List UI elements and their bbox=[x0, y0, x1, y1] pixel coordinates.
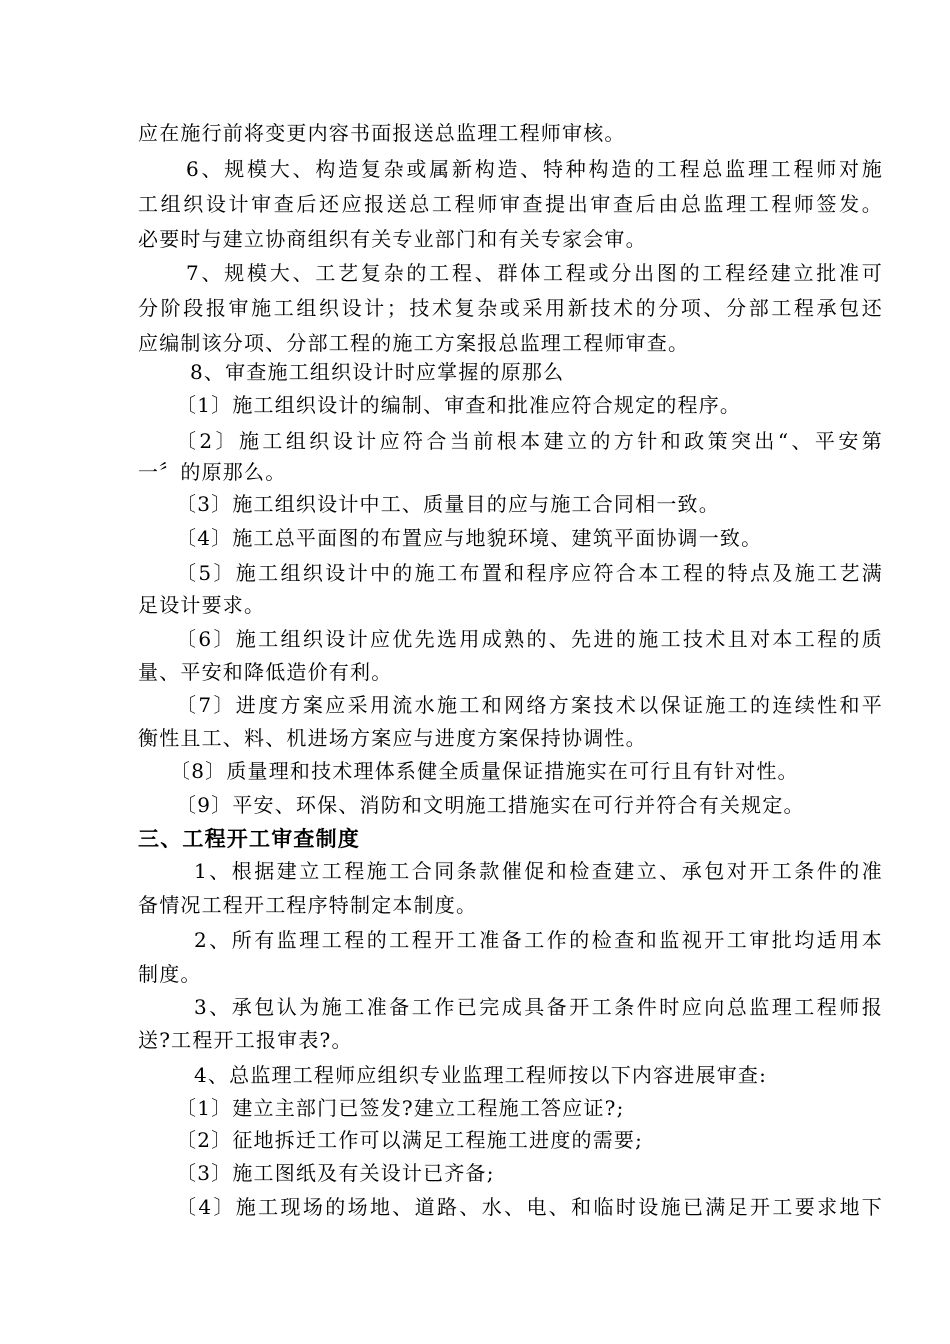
text-line-8: 8、审查施工组织设计时应掌握的原那么 bbox=[190, 360, 565, 384]
text-line-2: 6、规模大、构造复杂或属新构造、特种构造的工程总监理工程师对施 bbox=[186, 157, 883, 181]
text-line-19: 衡性且工、料、机进场方案应与进度方案保持协调性。 bbox=[138, 726, 647, 750]
text-line-18: 〔7〕进度方案应采用流水施工和网络方案技术以保证施工的连续性和平 bbox=[176, 693, 883, 717]
text-line-1: 应在施行前将变更内容书面报送总监理工程师审核。 bbox=[138, 121, 626, 145]
text-line-23: 1、根据建立工程施工合同条款催促和检查建立、承包对开工条件的准 bbox=[194, 859, 883, 883]
text-line-14: 〔5〕施工组织设计中的施工布置和程序应符合本工程的特点及施工艺满 bbox=[176, 561, 883, 585]
text-line-11: 一〞的原那么。 bbox=[138, 460, 287, 484]
text-line-29: 4、总监理工程师应组织专业监理工程师按以下内容进展审查: bbox=[194, 1063, 768, 1087]
text-line-16: 〔6〕施工组织设计应优先选用成熟的、先进的施工技术且对本工程的质 bbox=[176, 627, 883, 651]
text-line-20: 〔8〕质量理和技术理体系健全质量保证措施实在可行且有针对性。 bbox=[170, 759, 799, 783]
text-line-32: 〔3〕施工图纸及有关设计已齐备; bbox=[176, 1161, 495, 1185]
text-line-31: 〔2〕征地拆迁工作可以满足工程施工进度的需要; bbox=[176, 1128, 644, 1152]
text-line-26: 制度。 bbox=[138, 962, 202, 986]
text-line-24: 备情况工程开工程序特制定本制度。 bbox=[138, 893, 478, 917]
text-line-27: 3、承包认为施工准备工作已完成具备开工条件时应向总监理工程师报 bbox=[194, 995, 883, 1019]
text-line-3: 工组织设计审查后还应报送总工程师审查提出审查后由总监理工程师签发。 bbox=[138, 192, 883, 216]
text-line-7: 应编制该分项、分部工程的施工方案报总监理工程师审查。 bbox=[138, 331, 690, 355]
text-line-30: 〔1〕建立主部门已签发?建立工程施工答应证?; bbox=[176, 1096, 625, 1120]
text-line-9: 〔1〕施工组织设计的编制、审查和批准应符合规定的程序。 bbox=[176, 393, 742, 417]
text-line-13: 〔4〕施工总平面图的布置应与地貌环境、建筑平面协调一致。 bbox=[176, 526, 763, 550]
text-line-15: 足设计要求。 bbox=[138, 593, 266, 617]
text-line-17: 量、平安和降低造价有利。 bbox=[138, 660, 393, 684]
text-line-5: 7、规模大、工艺复杂的工程、群体工程或分出图的工程经建立批准可 bbox=[186, 261, 883, 285]
section-heading: 三、工程开工审查制度 bbox=[138, 827, 360, 851]
text-line-33: 〔4〕施工现场的场地、道路、水、电、和临时设施已满足开工要求地下 bbox=[176, 1195, 883, 1219]
text-line-25: 2、所有监理工程的工程开工准备工作的检查和监视开工审批均适用本 bbox=[194, 928, 883, 952]
text-line-6: 分阶段报审施工组织设计；技术复杂或采用新技术的分项、分部工程承包还 bbox=[138, 296, 883, 320]
text-line-4: 必要时与建立协商组织有关专业部门和有关专家会审。 bbox=[138, 227, 647, 251]
text-line-21: 〔9〕平安、环保、消防和文明施工措施实在可行并符合有关规定。 bbox=[176, 793, 805, 817]
text-line-10: 〔2〕施工组织设计应符合当前根本建立的方针和政策突出“、平安第 bbox=[176, 429, 883, 453]
text-line-12: 〔3〕施工组织设计中工、质量目的应与施工合同相一致。 bbox=[176, 492, 720, 516]
text-line-28: 送?工程开工报审表?。 bbox=[138, 1028, 353, 1052]
